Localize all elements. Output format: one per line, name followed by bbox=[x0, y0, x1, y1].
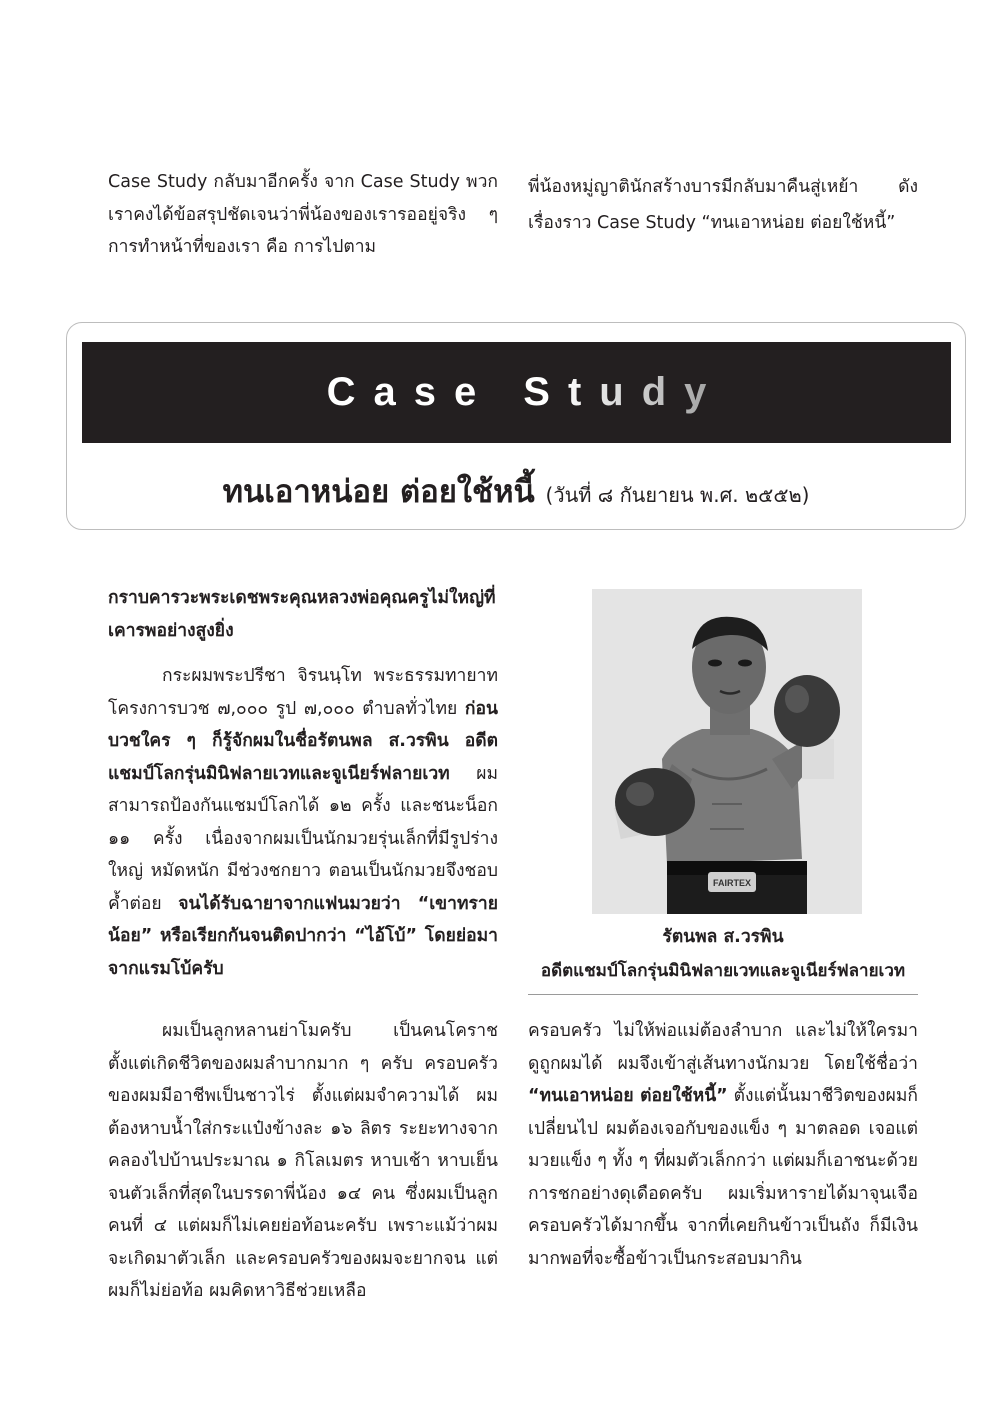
photo-caption-name: รัตนพล ส.วรพิน bbox=[662, 927, 784, 947]
photo-caption-title: อดีตแชมป์โลกรุ่นมินิฟลายเวทและจูเนียร์ฟลายเวท bbox=[540, 961, 906, 981]
para1-part-c: ผมสามารถป้องกันแชมป์โลกได้ ๑๒ ครั้ง และชนะน็อก ๑๑ ครั้ง เนื่องจากผมเป็นนักมวยรุ่นเล็กที่มีรูปร่างใหญ่ หมัดหนัก มีช่วงชกยาว ตอนเป็นนักมวยจึงชอบค้ำต่อย bbox=[108, 763, 498, 914]
para3-part-b-bold: “ทนเอาหน่อย ต่อยใช้หนี้” bbox=[528, 1086, 728, 1106]
case-study-banner bbox=[82, 342, 951, 443]
glove-left bbox=[615, 768, 695, 836]
glove-right bbox=[774, 675, 840, 747]
body-paragraph-3 bbox=[528, 1015, 918, 1275]
greeting-heading: กราบคารวะพระเดชพระคุณหลวงพ่อคุณครูไม่ใหญ่ที่เคารพอย่างสูงยิ่ง bbox=[108, 588, 496, 641]
trunks-logo-text: FAIRTEX bbox=[712, 878, 752, 888]
article-title-text: ทนเอาหน่อย ต่อยใช้หนี้ bbox=[222, 474, 535, 510]
body-paragraph-1 bbox=[108, 660, 498, 985]
boxer-photo bbox=[592, 589, 862, 914]
caption-divider bbox=[528, 994, 918, 995]
body-paragraph-2: ผมเป็นลูกหลานย่าโมครับ เป็นคนโคราช ตั้งแต่เกิดชีวิตของผมลำบากมาก ๆ ครับ ครอบครัวของผมมีอาชีพเป็นชาวไร่ ตั้งแต่ผมจำความได้ ผมต้องหาบน้ำใส่กระแป๋งข้างละ ๑๖ ลิตร ระยะทางจากคลองไปบ้านประมาณ ๑ กิโลเมตร หาบเช้า หาบเย็น จนตัวเล็กที่สุดในบรรดาพี่น้อง ๑๔ คน ซึ่งผมเป็นลูกคนที่ ๔ แต่ผมก็ไม่เคยย่อท้อนะครับ เพราะแม้ว่าผมจะเกิดมาตัวเล็ก และครอบครัวของผมจะยากจน แต่ผมก็ไม่ย่อท้อ ผมคิดหาวิธีช่วยเหลือ bbox=[108, 1021, 498, 1301]
para1-part-d-bold: จนได้รับฉายาจากแฟนมวยว่า “เขาทรายน้อย” หรือเรียกกันจนติดปากว่า “ไอ้โบ้” โดยย่อมาจากแรมโบ้ครับ bbox=[108, 893, 498, 979]
article-title bbox=[66, 466, 966, 516]
intro-text-right: พี่น้องหมู่ญาตินักสร้างบารมีกลับมาคืนสู่เหย้า ดังเรื่องราว Case Study “ทนเอาหน่อย ต่อยใช้หนี้” bbox=[528, 177, 918, 233]
banner-title: Case Study bbox=[326, 370, 725, 414]
para3-part-a: ครอบครัว ไม่ให้พ่อแม่ต้องลำบาก และไม่ให้ใครมาดูถูกผมได้ ผมจึงเข้าสู่เส้นทางนักมวย โดยใช้ชื่อว่า bbox=[528, 1021, 918, 1074]
para1-part-b-bold: ก่อนบวชใคร ๆ ก็รู้จักผมในชื่อรัตนพล ส.วรพิน อดีตแชมป์โลกรุ่นมินิฟลายเวทและจูเนียร์ฟลายเวท bbox=[108, 698, 498, 784]
para3-part-c: ตั้งแต่นั้นมาชีวิตของผมก็เปลี่ยนไป ผมต้องเจอกับของแข็ง ๆ มาตลอด เจอแต่มวยแข็ง ๆ ทั้ง ๆ ที่ผมตัวเล็กกว่า แต่ผมก็เอาชนะด้วยการชกอย่างดุเดือดครับ ผมเริ่มหารายได้มาจุนเจือครอบครัวได้มากขึ้น จากที่เคยกินข้าวเป็นถัง ก็มีเงินมากพอที่จะซื้อข้าวเป็นกระสอบมากิน bbox=[528, 1086, 918, 1269]
intro-text-left: Case Study กลับมาอีกครั้ง จาก Case Study พวกเราคงได้ข้อสรุปชัดเจนว่าพี่น้องของเรารออยู่จริง ๆ การทำหน้าที่ของเรา คือ การไปตาม bbox=[108, 172, 498, 257]
article-date: (วันที่ ๘ กันยายน พ.ศ. ๒๕๕๒) bbox=[545, 483, 810, 507]
boxer-illustration bbox=[592, 589, 862, 914]
para1-part-a: กระผมพระปรีชา จิรนนฺโท พระธรรมทายาท โครงการบวช ๗,๐๐๐ รูป ๗,๐๐๐ ตำบลทั่วไทย bbox=[108, 666, 498, 719]
